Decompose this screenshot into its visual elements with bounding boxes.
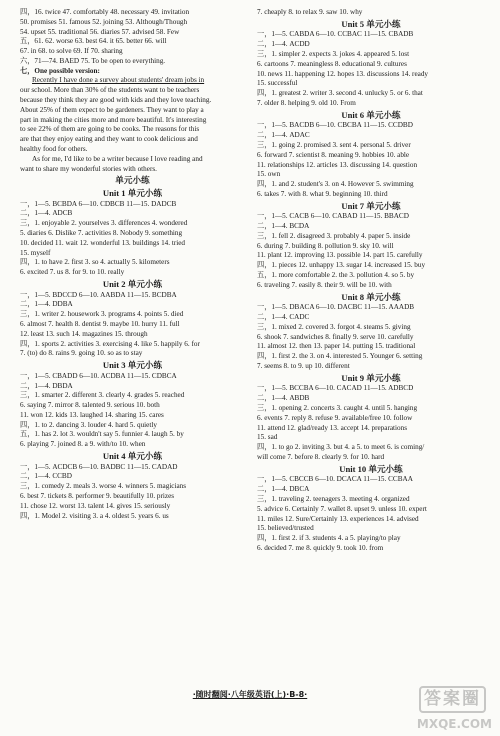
answer-line: 11. won 12. kids 13. laughed 14. sharing 15. cares xyxy=(20,410,164,419)
answer-line: 15. successful xyxy=(257,79,298,88)
answer-line: 15. own xyxy=(257,170,281,179)
answer-line: will come 7. before 8. clearly 9. for 10. hard xyxy=(257,452,385,461)
answer-line: 15. sad xyxy=(257,433,278,442)
answer-line: 三，1. smarter 2. different 3. clearly 4. grades 5. reached xyxy=(20,391,185,400)
answer-line: 6. playing 7. joined 8. a 9. with/to 10. when xyxy=(20,440,146,449)
answer-line: 五，1. more comfortable 2. the 3. pollution 4. so 5. by xyxy=(257,271,415,280)
answer-line: 二，1—4. DBDA xyxy=(20,381,73,390)
essay-line: As for me, I'd like to be a writer because I love reading and xyxy=(32,154,203,163)
answer-line: 三，1. going 2. promised 3. sent 4. personal 5. driver xyxy=(257,140,411,149)
unit-1-answers xyxy=(20,200,245,278)
unit-7-answers xyxy=(257,212,485,290)
answer-line: 6. cartoons 7. meaningless 8. educational 9. cultures xyxy=(257,59,407,68)
answer-line: 四，1. to 2. dancing 3. louder 4. hard 5. quietly xyxy=(20,420,157,429)
unit-8-title: Unit 8 单元小练 xyxy=(341,291,401,302)
answer-line: 四，1. to go 2. inviting 3. but 4. a 5. to meet 6. is coming/ xyxy=(257,443,425,452)
answer-line: 四，1. to have 2. first 3. so 4. actually 5. kilometers xyxy=(20,258,170,267)
answer-line: 6. saying 7. mirror 8. talented 9. serious 10. both xyxy=(20,401,160,410)
essay-line: healthy food for others. xyxy=(20,144,88,153)
answer-line: 四，1. greatest 2. writer 3. second 4. unlucky 5. or 6. that xyxy=(257,89,423,98)
unit-10-title: Unit 10 单元小练 xyxy=(339,463,403,474)
answer-line: 一，1—5. CBCCB 6—10. DCACA 11—15. CCBAA xyxy=(257,475,413,484)
answer-line: 一，1—5. ACDCB 6—10. BADBC 11—15. CADAD xyxy=(20,462,178,471)
answer-line: 7. seems 8. to 9. up 10. different xyxy=(257,361,350,370)
answer-line: 11. plant 12. improving 13. possible 14. part 15. carefully xyxy=(257,251,423,260)
answer-line: 三，1. fell 2. disagreed 3. probably 4. paper 5. inside xyxy=(257,231,411,240)
answer-line: 二，1—4. ADCB xyxy=(20,209,73,218)
answer-line: 四，16. twice 47. comfortably 48. necessary 49. invitation xyxy=(20,8,190,16)
unit-7-title: Unit 7 单元小练 xyxy=(341,200,401,211)
unit-10-answers xyxy=(257,475,485,553)
answer-line: 6. almost 7. health 8. dentist 9. maybe 10. hurry 11. full xyxy=(20,319,180,328)
unit-3-title: Unit 3 单元小练 xyxy=(102,360,163,371)
answer-line: 6. events 7. reply 8. refuse 9. available/free 10. follow xyxy=(257,413,413,422)
answer-line: 11. miles 12. Sure/Certainly 13. experiences 14. advised xyxy=(257,514,419,523)
answer-line: 一，1—5. BACDB 6—10. CBCBA 11—15. CCDBD xyxy=(257,121,413,130)
answer-line: 四，1. and 2. student's 3. on 4. However 5. swimming xyxy=(257,180,414,189)
answer-line: 6. forward 7. scientist 8. meaning 9. hobbies 10. able xyxy=(257,150,410,159)
unit-4-answers xyxy=(20,463,245,522)
answer-line: 六，71—74. BAED 75. To be open to everything. xyxy=(20,56,166,65)
answer-line: 二，1—4. CCBD xyxy=(20,472,72,481)
answer-line: 54. upset 55. traditional 56. diaries 57. advised 58. Few xyxy=(20,27,180,36)
answer-line: 一，1—5. BCCBA 6—10. CACAD 11—15. ADBCD xyxy=(257,384,414,393)
answer-line: 6. during 7. building 8. pollution 9. sky 10. will xyxy=(257,241,394,250)
answer-line: 6. takes 7. with 8. what 9. beginning 10. third xyxy=(257,189,388,198)
answer-line: 二，1—4. ABDB xyxy=(257,394,310,403)
answer-line: 11. chose 12. worst 13. talent 14. gives 15. seriously xyxy=(20,501,171,510)
watermark-logo: 答案圈 xyxy=(419,686,486,713)
answer-line: 二，1—4. ACDD xyxy=(257,40,310,49)
essay-line: to see 22% of them are going to be cooks. The reasons for this xyxy=(20,125,200,134)
answer-line: 五，1. has 2. lot 3. wouldn't say 5. funnier 4. laugh 5. by xyxy=(20,430,184,439)
answer-line: 15. believed/trusted xyxy=(257,524,314,533)
answer-line: 5. diaries 6. Dislike 7. activities 8. Nobody 9. something xyxy=(20,229,183,237)
answer-line: 四，1. pieces 12. unhappy 13. sugar 14. increased 15. buy xyxy=(257,261,426,270)
unit-5-answers xyxy=(257,30,485,108)
answer-line: 一，1—5. BDCCD 6—10. AABDA 11—15. BCDBA xyxy=(20,290,177,299)
answer-line: 二，1—4. ADAC xyxy=(257,131,310,140)
unit-9-answers xyxy=(257,384,485,462)
left-column xyxy=(20,8,245,521)
essay-line: want to share my wonderful stories with others. xyxy=(20,164,157,173)
answer-line: 三，1. enjoyable 2. yourselves 3. differences 4. wondered xyxy=(20,219,188,228)
answer-line: 二，1—4. BCDA xyxy=(257,222,310,231)
unit-1-title: Unit 1 单元小练 xyxy=(102,187,163,198)
answer-line: 6. traveling 7. easily 8. their 9. will be 10. with xyxy=(257,280,392,289)
answer-line: 50. promises 51. famous 52. joining 53. Although/Though xyxy=(20,17,188,26)
essay xyxy=(20,76,245,174)
answer-line: 6. excited 7. us 8. for 9. to 10. really xyxy=(20,268,125,277)
section-heading: 单元小练 xyxy=(115,175,150,186)
answer-line: 一，1—5. DBACA 6—10. DACBC 11—15. AAADB xyxy=(257,303,415,312)
answer-line: 三，1. opening 2. concerts 3. caught 4. until 5. hanging xyxy=(257,404,418,412)
answer-line: 15. myself xyxy=(20,248,51,257)
unit-9-title: Unit 9 单元小练 xyxy=(341,372,401,383)
answer-line: 一，1—5. BCBDA 6—10. CDBCB 11—15. DADCB xyxy=(20,199,177,208)
answer-line: 11. almost 12. then 13. paper 14. putting 15. traditional xyxy=(257,342,416,351)
answer-line: 一，1—5. CACB 6—10. CABAD 11—15. BBACD xyxy=(257,212,409,221)
unit-2-title: Unit 2 单元小练 xyxy=(102,278,163,289)
answer-lines-top xyxy=(20,8,245,67)
unit-5-title: Unit 5 单元小练 xyxy=(341,18,401,29)
answer-line: 6. best 7. tickets 8. performer 9. beautifully 10. prizes xyxy=(20,492,175,501)
essay-line: because they think they are good with kids and they love teaching. xyxy=(20,96,212,105)
answer-line: 二，1—4. DBCA xyxy=(257,485,310,494)
section-seven-title: 七，One possible version: xyxy=(20,66,100,75)
right-column xyxy=(257,8,485,554)
answer-line: 二，1—4. CADC xyxy=(257,313,310,322)
answer-line: 11. attend 12. glad/ready 13. accept 14. preparations xyxy=(257,423,408,432)
answer-line: 7. (to) do 8. rains 9. going 10. so as to stay xyxy=(20,349,143,358)
answer-line: 四，1. sports 2. activities 3. exercising 4. like 5. happily 6. for xyxy=(20,339,200,348)
essay-line: part in making the cities more and more beautiful. It's interesting xyxy=(20,115,207,124)
unit-8-answers xyxy=(257,303,485,371)
unit-2-answers xyxy=(20,291,245,359)
watermark-url: MXQE.COM xyxy=(416,716,492,731)
answer-line: 5. advice 6. Certainly 7. wallet 8. upset 9. unless 10. expert xyxy=(257,504,427,513)
unit-6-title: Unit 6 单元小练 xyxy=(341,109,401,120)
answer-line: 12. least 13. such 14. magazines 15. through xyxy=(20,329,148,338)
answer-line: 6. shook 7. sandwiches 8. finally 9. serve 10. carefully xyxy=(257,332,414,341)
answer-line: 三，1. writer 2. housework 3. programs 4. points 5. died xyxy=(20,310,184,319)
answer-line: 三，1. traveling 2. teenagers 3. meeting 4. organized xyxy=(257,494,410,503)
answer-line: 67. in 68. to solve 69. If 70. sharing xyxy=(20,47,123,56)
answer-line: 三，1. simpler 2. expects 3. jokes 4. appeared 5. lost xyxy=(257,50,410,59)
essay-line: Recently I have done a survey about students' dream jobs in xyxy=(32,76,205,85)
answer-line: 6. decided 7. me 8. quickly 9. took 10. from xyxy=(257,543,384,552)
answer-line: 三，1. mixed 2. covered 3. forgot 4. steams 5. giving xyxy=(257,322,411,331)
answer-line: 一，1—5. CBADD 6—10. ACDBA 11—15. CDBCA xyxy=(20,371,177,380)
answer-line: 10. decided 11. wait 12. wonderful 13. buildings 14. tried xyxy=(20,238,186,247)
essay-line: are that they enjoy eating and they want to cook delicious and xyxy=(20,135,198,144)
essay-line: our school. More than 30% of the students want to be teachers xyxy=(20,86,200,95)
answer-line: 一，1—5. CABDA 6—10. CCBAC 11—15. CBADB xyxy=(257,30,414,39)
essay-line: About 25% of them expect to be gardeners. They want to play a xyxy=(20,105,204,114)
answer-line: 三，1. comedy 2. meals 3. worse 4. winners 5. magicians xyxy=(20,482,187,491)
unit-3-answers xyxy=(20,372,245,450)
answer-line: 7. older 8. helping 9. old 10. From xyxy=(257,98,356,107)
site-watermark xyxy=(414,686,494,732)
answer-line: 7. cheaply 8. to relax 9. saw 10. why xyxy=(257,8,363,16)
answer-line: 四，1. first 2. if 3. students 4. a 5. playing/to play xyxy=(257,534,401,543)
unit-4-title: Unit 4 单元小练 xyxy=(102,451,163,461)
footer-text: ·随时翻阅·八年级英语(上)·B-8· xyxy=(192,690,308,699)
answer-line: 四，1. Model 2. visiting 3. a 4. oldest 5. years 6. us xyxy=(20,511,169,520)
answer-line: 五，61. 62. worse 63. best 64. it 65. better 66. will xyxy=(20,37,167,46)
unit-6-answers xyxy=(257,121,485,199)
answer-line: 四，1. first 2. the 3. on 4. interested 5. Younger 6. setting xyxy=(257,352,423,361)
answer-line: 二，1—4. DDBA xyxy=(20,300,73,309)
answer-line: 11. relationships 12. articles 13. discussing 14. question xyxy=(257,160,418,169)
answer-line: 10. news 11. happening 12. hopes 13. discussions 14. ready xyxy=(257,69,429,78)
